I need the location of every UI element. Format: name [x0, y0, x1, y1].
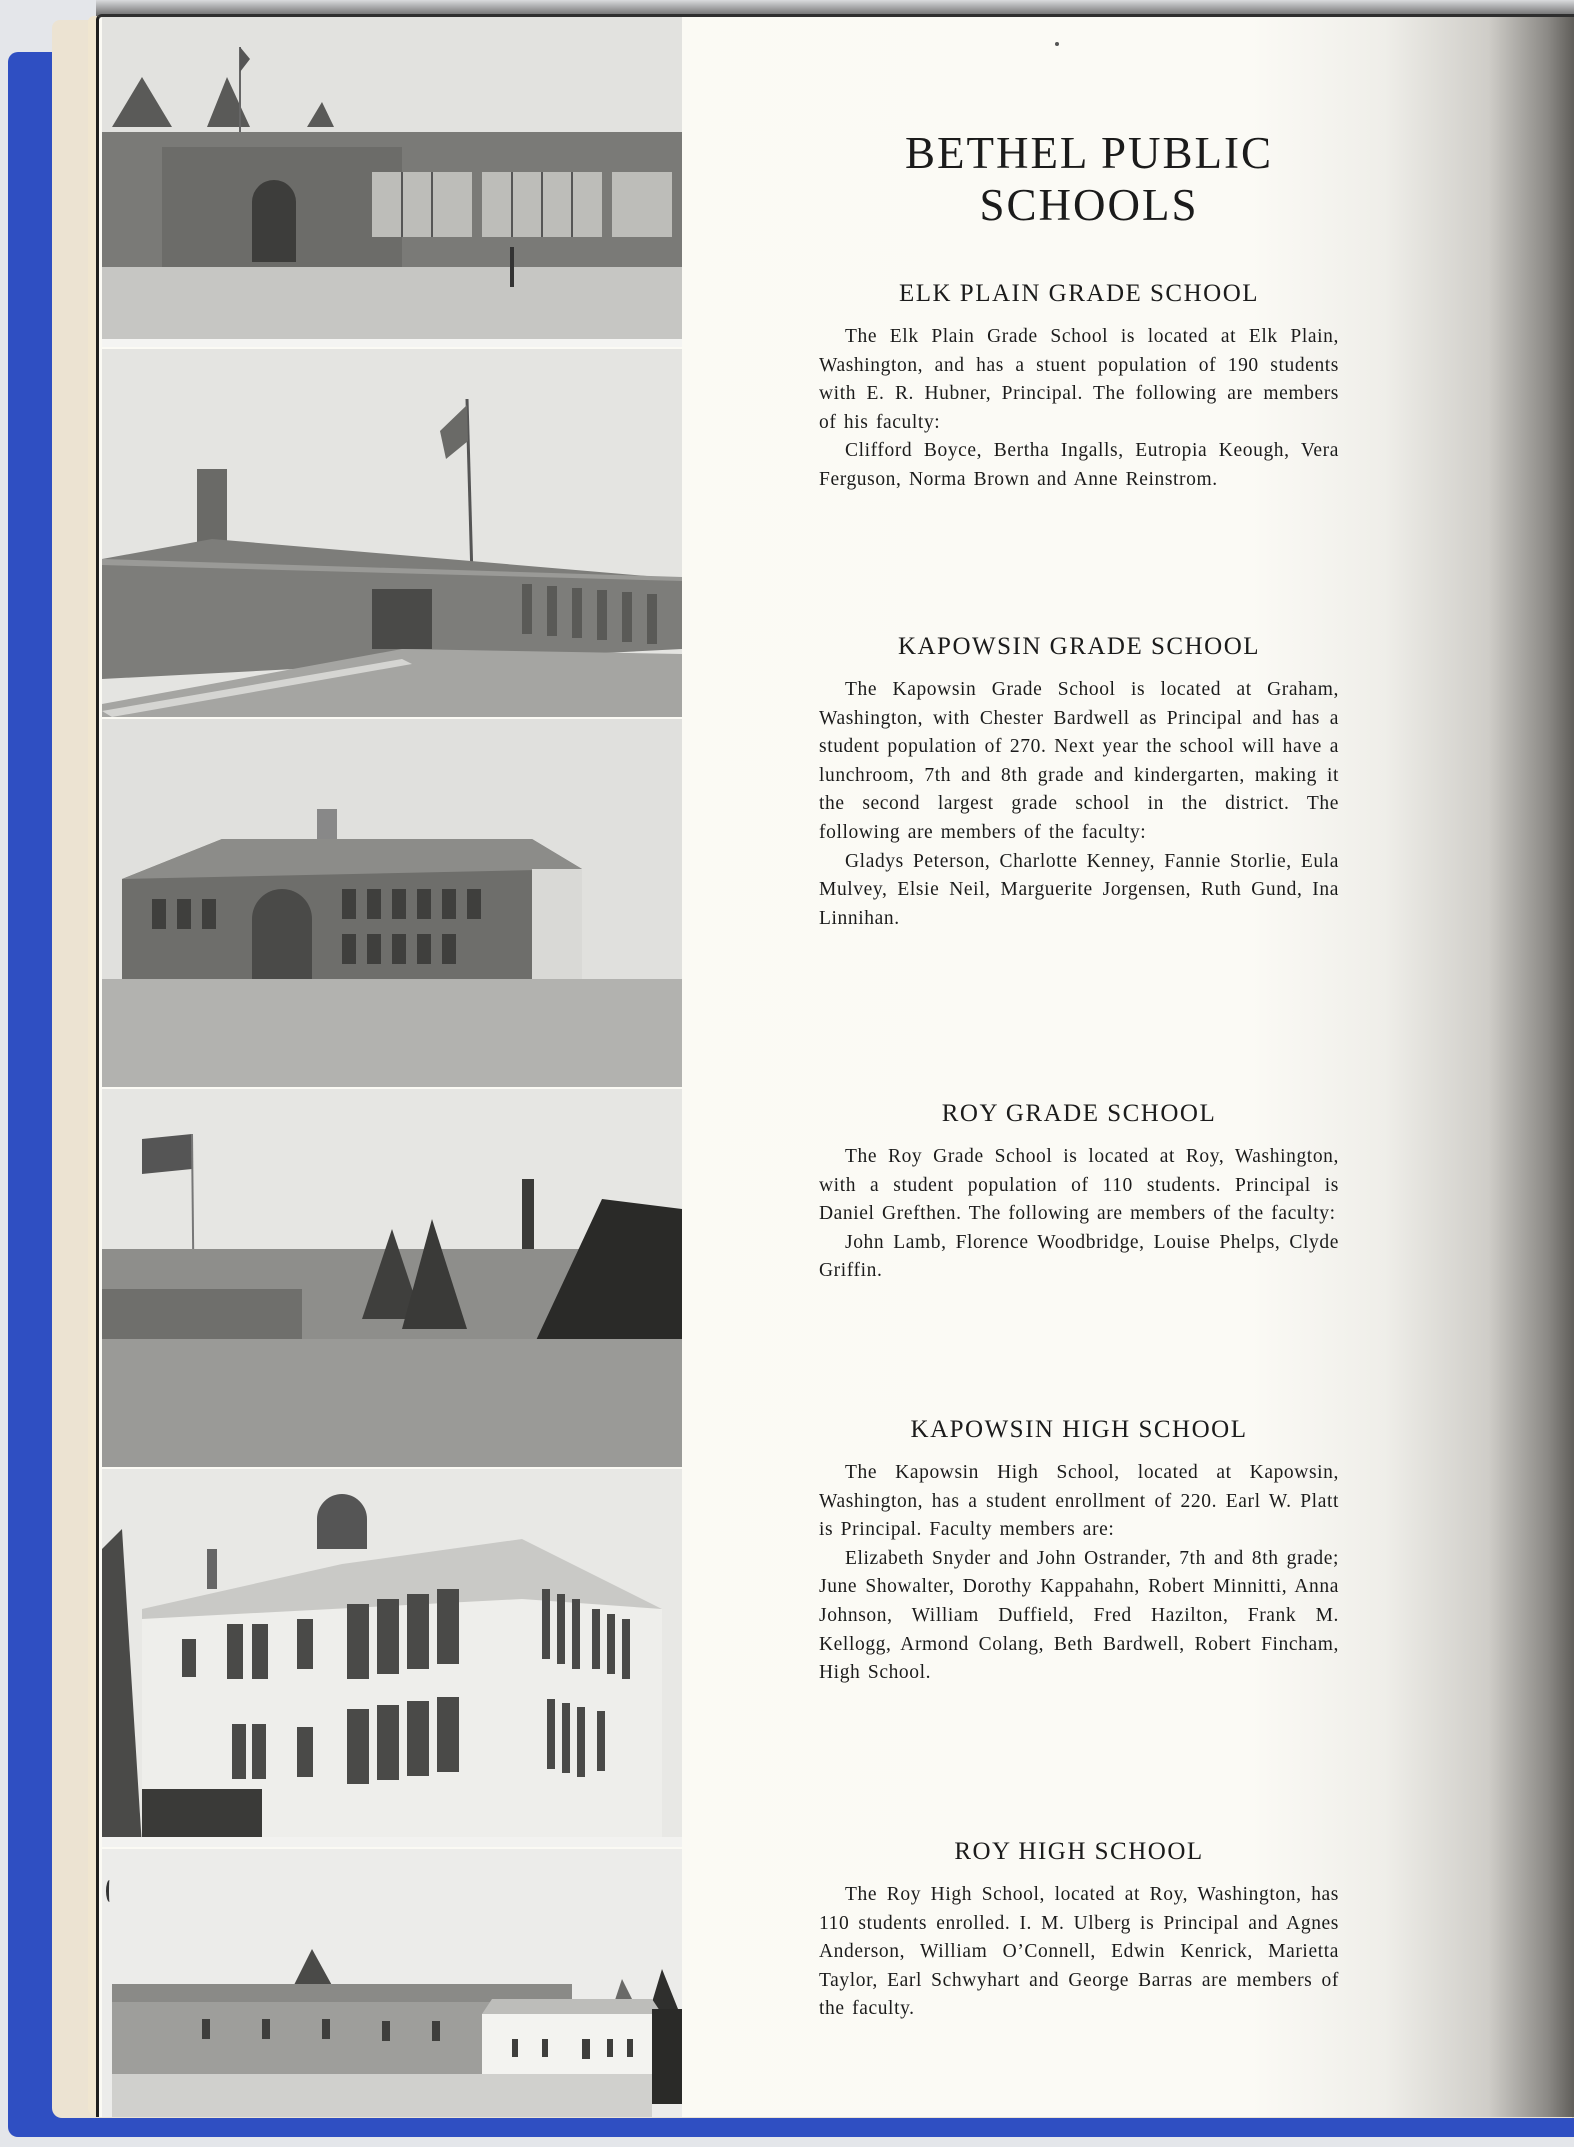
- section-roy-high-school: [819, 1837, 1339, 2024]
- section-description: The Kapowsin Grade School is located at Graham, Washington, with Chester Bardwell as Principal and has a student population of 270. Next year the school will have a lunchroom, 7th and 8th grade and kindergarten, making it the second largest grade school in the district. The following are members of the faculty:: [819, 679, 1339, 843]
- page-title-line-2: SCHOOLS: [979, 180, 1199, 230]
- faculty-list: Clifford Boyce, Bertha Ingalls, Eutropia Keough, Vera Ferguson, Norma Brown and Anne Reinstrom.: [819, 440, 1339, 490]
- photo-column: [102, 17, 682, 2117]
- section-heading: ELK PLAIN GRADE SCHOOL: [898, 280, 1260, 307]
- page-title: [819, 127, 1359, 231]
- section-heading: ROY HIGH SCHOOL: [954, 1838, 1204, 1865]
- section-heading: KAPOWSIN GRADE SCHOOL: [897, 633, 1261, 660]
- print-speck: [1055, 42, 1059, 46]
- section-heading: ROY GRADE SCHOOL: [941, 1100, 1217, 1127]
- photo-elk-plain-grade-school: [102, 17, 682, 347]
- section-description: The Elk Plain Grade School is located at Elk Plain, Washington, and has a stuent population of 190 students with E. R. Hubner, Principal. The following are members of his faculty:: [819, 326, 1339, 433]
- section-roy-grade-school: [819, 1099, 1339, 1286]
- page-edge-mark: [106, 1880, 113, 1902]
- photo-kapowsin-grade-school: [102, 349, 682, 717]
- photo-roy-school-with-flag: [102, 1089, 682, 1467]
- photo-kapowsin-high-school: [102, 1469, 682, 1847]
- section-elk-plain-grade-school: [819, 279, 1339, 495]
- section-description: The Roy High School, located at Roy, Washington, has 110 students enrolled. I. M. Ulberg is Principal and Agnes Anderson, William O’Connell, Edwin Kenrick, Marietta Taylor, Earl Schwyhart and George Barras are members of the faculty.: [819, 1884, 1339, 2020]
- section-heading: KAPOWSIN HIGH SCHOOL: [910, 1416, 1248, 1443]
- faculty-list: Elizabeth Snyder and John Ostrander, 7th and 8th grade; June Showalter, Dorothy Kappahahn, Robert Minnitti, Anna Johnson, William Duffield, Fred Hazilton, Frank M. Kellogg, Armond Colang, Beth Bardwell, Robert Fincham, High School.: [819, 1547, 1339, 1684]
- section-kapowsin-grade-school: [819, 632, 1339, 933]
- photo-roy-grade-school: [102, 719, 682, 1087]
- yearbook-page: [96, 14, 1574, 2117]
- section-description: The Roy Grade School is located at Roy, Washington, with a student population of 110 students. Principal is Daniel Grefthen. The following are members of the faculty:: [819, 1146, 1339, 1225]
- photo-roy-high-school: [102, 1849, 682, 2117]
- page-title-line-1: BETHEL PUBLIC: [904, 128, 1274, 178]
- faculty-list: Gladys Peterson, Charlotte Kenney, Fannie Storlie, Eula Mulvey, Elsie Neil, Marguerite Jorgensen, Ruth Gund, Ina Linnihan.: [819, 850, 1339, 929]
- section-description: The Kapowsin High School, located at Kapowsin, Washington, has a student enrollment of 220. Earl W. Platt is Principal. Faculty members are:: [819, 1462, 1339, 1541]
- faculty-list: John Lamb, Florence Woodbridge, Louise Phelps, Clyde Griffin.: [819, 1231, 1339, 1282]
- section-kapowsin-high-school: [819, 1415, 1339, 1688]
